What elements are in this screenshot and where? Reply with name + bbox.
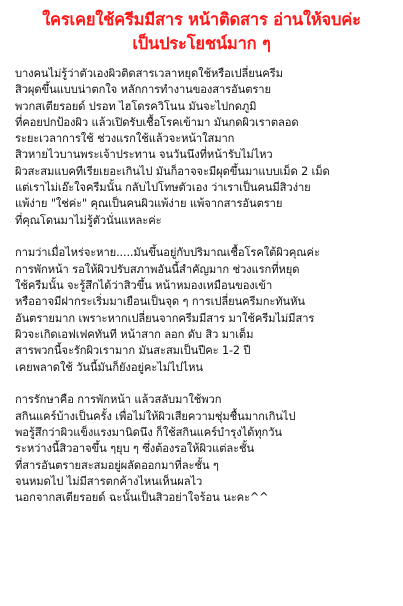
text-line: บางคนไม่รู้ว่าตัวเองผิวติดสารเวลาหยุดใช้หรือเปลี่ยนครีม [15, 67, 283, 80]
text-line: แพ้ง่าย "ใช่ค่ะ" คุณเป็นคนผิวแพ้ง่าย แพ้จากสารอันตราย [15, 197, 283, 211]
text-line: เคยพลาดใช้ วันนี้มันก็ยังอยู่คะไม่ไปไหน [15, 360, 203, 374]
paragraph-2 [15, 245, 397, 375]
page-title [4, 8, 399, 56]
text-line: สิวผุดขึ้นแบบน่าตกใจ หลักการทำงานของสารอันตราย [15, 83, 271, 97]
title-line-1: ใครเคยใช้ครีมมีสาร หน้าติดสาร อ่านให้จบค่ะ [42, 10, 361, 29]
text-line: ที่คอยปกป้องผิว แล้วเปิดรับเชื้อโรคเข้ามา มันกดผิวเราตลอด [15, 115, 299, 129]
text-line: การรักษาคือ การพักหน้า แล้วสลับมาใช้พวก [15, 393, 222, 407]
text-line: ระยะเวลาการใช้ ช่วงแรกใช้แล้วจะหน้าใสมาก [15, 132, 235, 146]
title-line-2: เป็นประโยชน์มาก ๆ [132, 34, 271, 53]
text-line: ที่คุณโดนมาไม่รู้ตัวนั่นแหละค่ะ [15, 213, 162, 227]
text-line: ผิวจะเกิดเอฟเฟคทันที หน้าสาก ลอก ดับ สิว มาเต็ม [15, 327, 254, 341]
text-line: การพักหน้า รอให้ผิวปรับสภาพอันนี้สำคัญมาก ช่วงแรกที่หยุด [15, 262, 300, 276]
paragraph-1 [15, 66, 397, 229]
text-line: จนหมดไป ไม่มีสารตกค้างไหนเห็นผลไว [15, 474, 203, 488]
text-line: สารพวกนี้จะรักผิวเรามาก มันสะสมเป็นปีคะ 1-2 ปี [15, 344, 251, 358]
text-line: ใช้ครีมนั้น จะรู้สึกได้ว่าสิวขึ้น หน้าหมองเหมือนของเข้า [15, 279, 273, 293]
text-line: พวกสเตียรอยด์ ปรอท ไฮโดรควิโนน มันจะไปกดภูมิ [15, 99, 257, 113]
text-line: สกินแคร์บ้างเป็นครั้ง เพื่อไม่ให้ผิวเสียความชุ่มชื้นมากเกินไป [15, 409, 296, 423]
text-line: ระหว่างนี้สิวอาจขึ้น ๆยุบ ๆ ซึ่งต้องรอให้ผิวแต่ละชั้น [15, 442, 255, 456]
text-line: สิวหายไวบานพระเจ้าประทาน จนวันนึงที่หน้ารับไม่ไหว [15, 148, 273, 162]
text-line: อันตรายมาก เพราะหากเปลี่ยนจากครีมมีสาร มาใช้ครีมไม่มีสาร [15, 311, 315, 325]
text-line: พอรู้สึกว่าผิวแข็งแรงมานิดนึง ก็ใช้สกินแคร์บำรุงได้ทุกวัน [15, 425, 282, 439]
text-line: กามว่าเมื่อไหร่จะหาย.....มันขึ้นอยู่กับปริมาณเชื้อโรคใต้ผิวคุณค่ะ [15, 246, 320, 260]
article-body [15, 66, 397, 506]
text-line: หรืออาจมีฝากระเริ่มมาเยือนเป็นจุด ๆ การเปลี่ยนครีมกะทันหัน [15, 295, 305, 309]
paragraph-3 [15, 392, 397, 506]
text-line: แต่เราไม่เอ๊ะใจครีมนั้น กลับไปโทษตัวเอง ว่าเราเป็นคนมีสิวง่าย [15, 181, 311, 195]
text-line: ที่สารอันตรายสะสมอยู่ผลัดออกมาที่ละชั้น ๆ [15, 458, 219, 472]
text-line: นอกจากสเตียรอยด์ ฉะนั้นเป็นสิวอย่าใจร้อน นะคะ^^ [15, 491, 269, 505]
text-line: ผิวสะสมแบคทีเรียเยอะเกินไป มันก็อาจจะมีผุดขึ้นมาแบบเม็ด 2 เม็ด [15, 164, 330, 178]
